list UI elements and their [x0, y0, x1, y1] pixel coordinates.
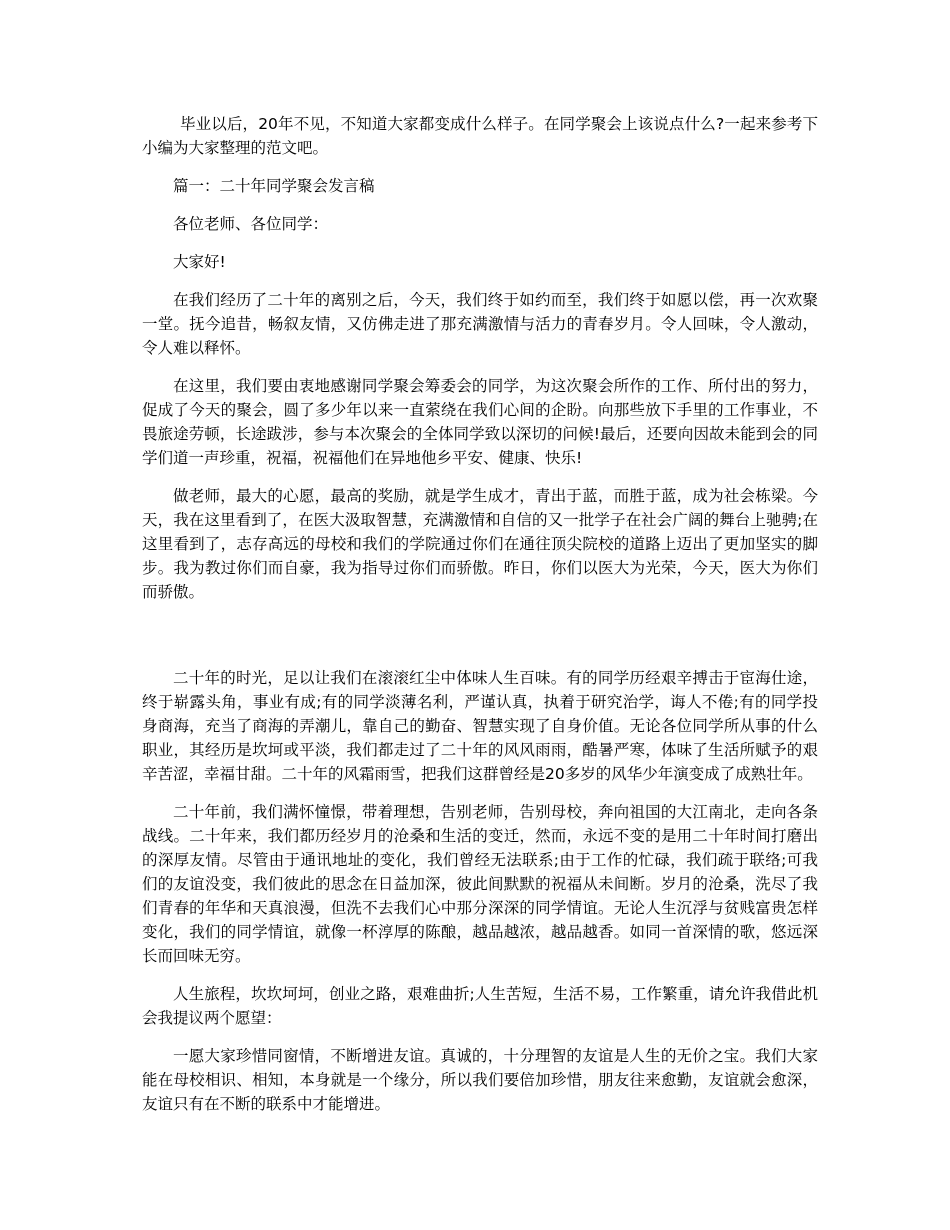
section-heading: 篇一：二十年同学聚会发言稿: [173, 177, 375, 195]
spacer: [142, 604, 818, 666]
spacer: [142, 968, 818, 982]
spacer: [142, 1030, 818, 1044]
body-paragraph: 人生旅程，坎坎坷坷，创业之路，艰难曲折;人生苦短，生活不易，工作繁重，请允许我借此机会我提议两个愿望：: [142, 985, 818, 1027]
spacer: [142, 786, 818, 800]
body-paragraph: 二十年的时光，足以让我们在滚滚红尘中体味人生百味。有的同学历经艰辛搏击于宦海仕途，终于崭露头角，事业有成;有的同学淡薄名利，严谨认真，执着于研究治学，诲人不倦;有的同学投身商海，充当了商海的弄潮儿，靠自己的勤奋、智慧实现了自身价值。无论各位同学所从事的什么职业，其经历是坎坷或平淡，我们都走过了二十年的风风雨雨，酷暑严寒，体味了生活所赋予的艰辛苦涩，幸福甘甜。二十年的风霜雨雪，把我们这群曾经是20多岁的风华少年演变成了成熟壮年。: [142, 669, 818, 783]
body-paragraph: 在我们经历了二十年的离别之后，今天，我们终于如约而至，我们终于如愿以偿，再一次欢聚一堂。抚今追昔，畅叙友情，又仿佛走进了那充满激情与活力的青春岁月。令人回味，令人激动，令人难以释怀。: [142, 291, 818, 357]
body-paragraph: 二十年前，我们满怀憧憬，带着理想，告别老师，告别母校，奔向祖国的大江南北，走向各条战线。二十年来，我们都历经岁月的沧桑和生活的变迁，然而，永远不变的是用二十年时间打磨出的深厚友情。尽管由于通讯地址的变化，我们曾经无法联系;由于工作的忙碌，我们疏于联络;可我们的友谊没变，我们彼此的思念在日益加深，彼此间默默的祝福从未间断。岁月的沧桑，洗尽了我们青春的年华和天真浪漫，但洗不去我们心中那分深深的同学情谊。无论人生沉浮与贫贱富贵怎样变化，我们的同学情谊，就像一杯淳厚的陈酿，越品越浓，越品越香。如同一首深情的歌，悠远深长而回味无穷。: [142, 803, 818, 965]
spacer: [142, 470, 818, 484]
spacer: [142, 198, 818, 212]
body-paragraph: 做老师，最大的心愿，最高的奖励，就是学生成才，青出于蓝，而胜于蓝，成为社会栋梁。今天，我在这里看到了，在医大汲取智慧，充满激情和自信的又一批学子在社会广阔的舞台上驰骋;在这里看到了，志存高远的母校和我们的学院通过你们在通往顶尖院校的道路上迈出了更加坚实的脚步。我为教过你们而自豪，我为指导过你们而骄傲。昨日，你们以医大为光荣，今天，医大为你们而骄傲。: [142, 487, 818, 601]
body-paragraph: 在这里，我们要由衷地感谢同学聚会筹委会的同学，为这次聚会所作的工作、所付出的努力，促成了今天的聚会，圆了多少年以来一直萦绕在我们心间的企盼。向那些放下手里的工作事业，不畏旅途劳顿，长途跋涉，参与本次聚会的全体同学致以深切的问候!最后，还要向因故未能到会的同学们道一声珍重，祝福，祝福他们在异地他乡平安、健康、快乐!: [142, 377, 818, 467]
spacer: [142, 160, 818, 174]
document-body: [142, 112, 818, 1116]
body-paragraph: 一愿大家珍惜同窗情，不断增进友谊。真诚的，十分理智的友谊是人生的无价之宝。我们大家能在母校相识、相知，本身就是一个缘分，所以我们要倍加珍惜，朋友往来愈勤，友谊就会愈深，友谊只有在不断的联系中才能增进。: [142, 1047, 818, 1113]
intro-paragraph: 毕业以后，20年不见，不知道大家都变成什么样子。在同学聚会上该说点什么?一起来参考下小编为大家整理的范文吧。: [142, 115, 818, 157]
salutation: 各位老师、各位同学：: [173, 215, 329, 233]
spacer: [142, 360, 818, 374]
greeting: 大家好!: [173, 253, 226, 271]
spacer: [142, 236, 818, 250]
spacer: [142, 274, 818, 288]
